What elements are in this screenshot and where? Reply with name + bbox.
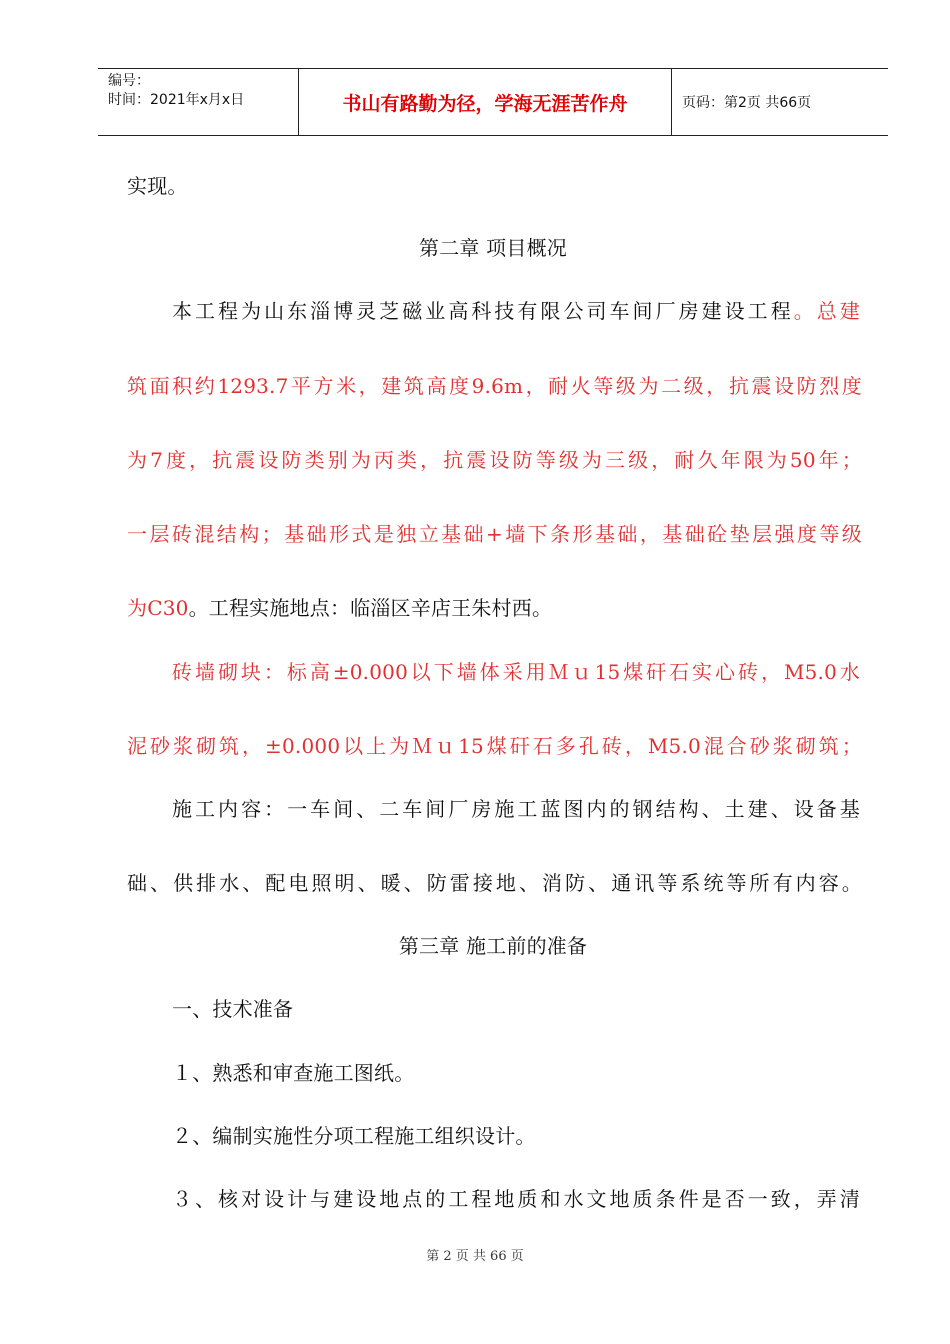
paragraph-1-line-3: 为7度，抗震设防类别为丙类，抗震设防等级为三级，耐久年限为50年；	[127, 448, 862, 472]
list-item: １、熟悉和审查施工图纸。	[172, 1061, 415, 1085]
list-item: ３、核对设计与建设地点的工程地质和水文地质条件是否一致，弄清	[172, 1187, 860, 1211]
header-page-info: 页码：第2页 共66页	[682, 95, 812, 111]
page-header	[98, 68, 888, 136]
paragraph-1-line-5	[127, 594, 862, 622]
paragraph-1-line-4: 一层砖混结构；基础形式是独立基础+墙下条形基础，基础砼垫层强度等级	[127, 522, 862, 546]
text-segment: 。工程实施地点：临淄区辛店王朱村西。	[188, 596, 553, 620]
paragraph-3-line-1: 施工内容：一车间、二车间厂房施工蓝图内的钢结构、土建、设备基	[172, 797, 860, 821]
chapter-2-heading: 第二章 项目概况	[419, 236, 567, 260]
paragraph-3-line-2: 础、供排水、配电照明、暖、防雷接地、消防、通讯等系统等所有内容。	[127, 871, 862, 895]
text-line: 实现。	[127, 174, 188, 198]
text-segment-red: 。总建	[793, 299, 860, 323]
section-1-heading: 一、技术准备	[172, 997, 294, 1021]
paragraph-2-line-2: 泥砂浆砌筑，±0.000以上为Ｍｕ15煤矸石多孔砖，M5.0混合砂浆砌筑；	[127, 734, 862, 758]
header-meta	[98, 69, 299, 135]
paragraph-1-line-1	[172, 297, 860, 325]
document-number-label: 编号：	[108, 73, 150, 89]
page-footer: 第 2 页 共 66 页	[426, 1249, 524, 1264]
text-segment: 本工程为山东淄博灵芝磁业高科技有限公司车间厂房建设工程	[172, 299, 794, 323]
list-item: ２、编制实施性分项工程施工组织设计。	[172, 1124, 536, 1148]
header-motto: 书山有路勤为径，学海无涯苦作舟	[299, 69, 672, 135]
document-time: 时间：2021年x月x日	[108, 92, 245, 108]
chapter-3-heading: 第三章 施工前的准备	[398, 934, 588, 958]
paragraph-1-line-2: 筑面积约1293.7平方米，建筑高度9.6m，耐火等级为二级，抗震设防烈度	[127, 374, 862, 398]
text-segment-red: 为C30	[127, 596, 189, 620]
paragraph-2-line-1: 砖墙砌块：标高±0.000以下墙体采用Ｍｕ15煤矸石实心砖，M5.0水	[172, 660, 860, 684]
